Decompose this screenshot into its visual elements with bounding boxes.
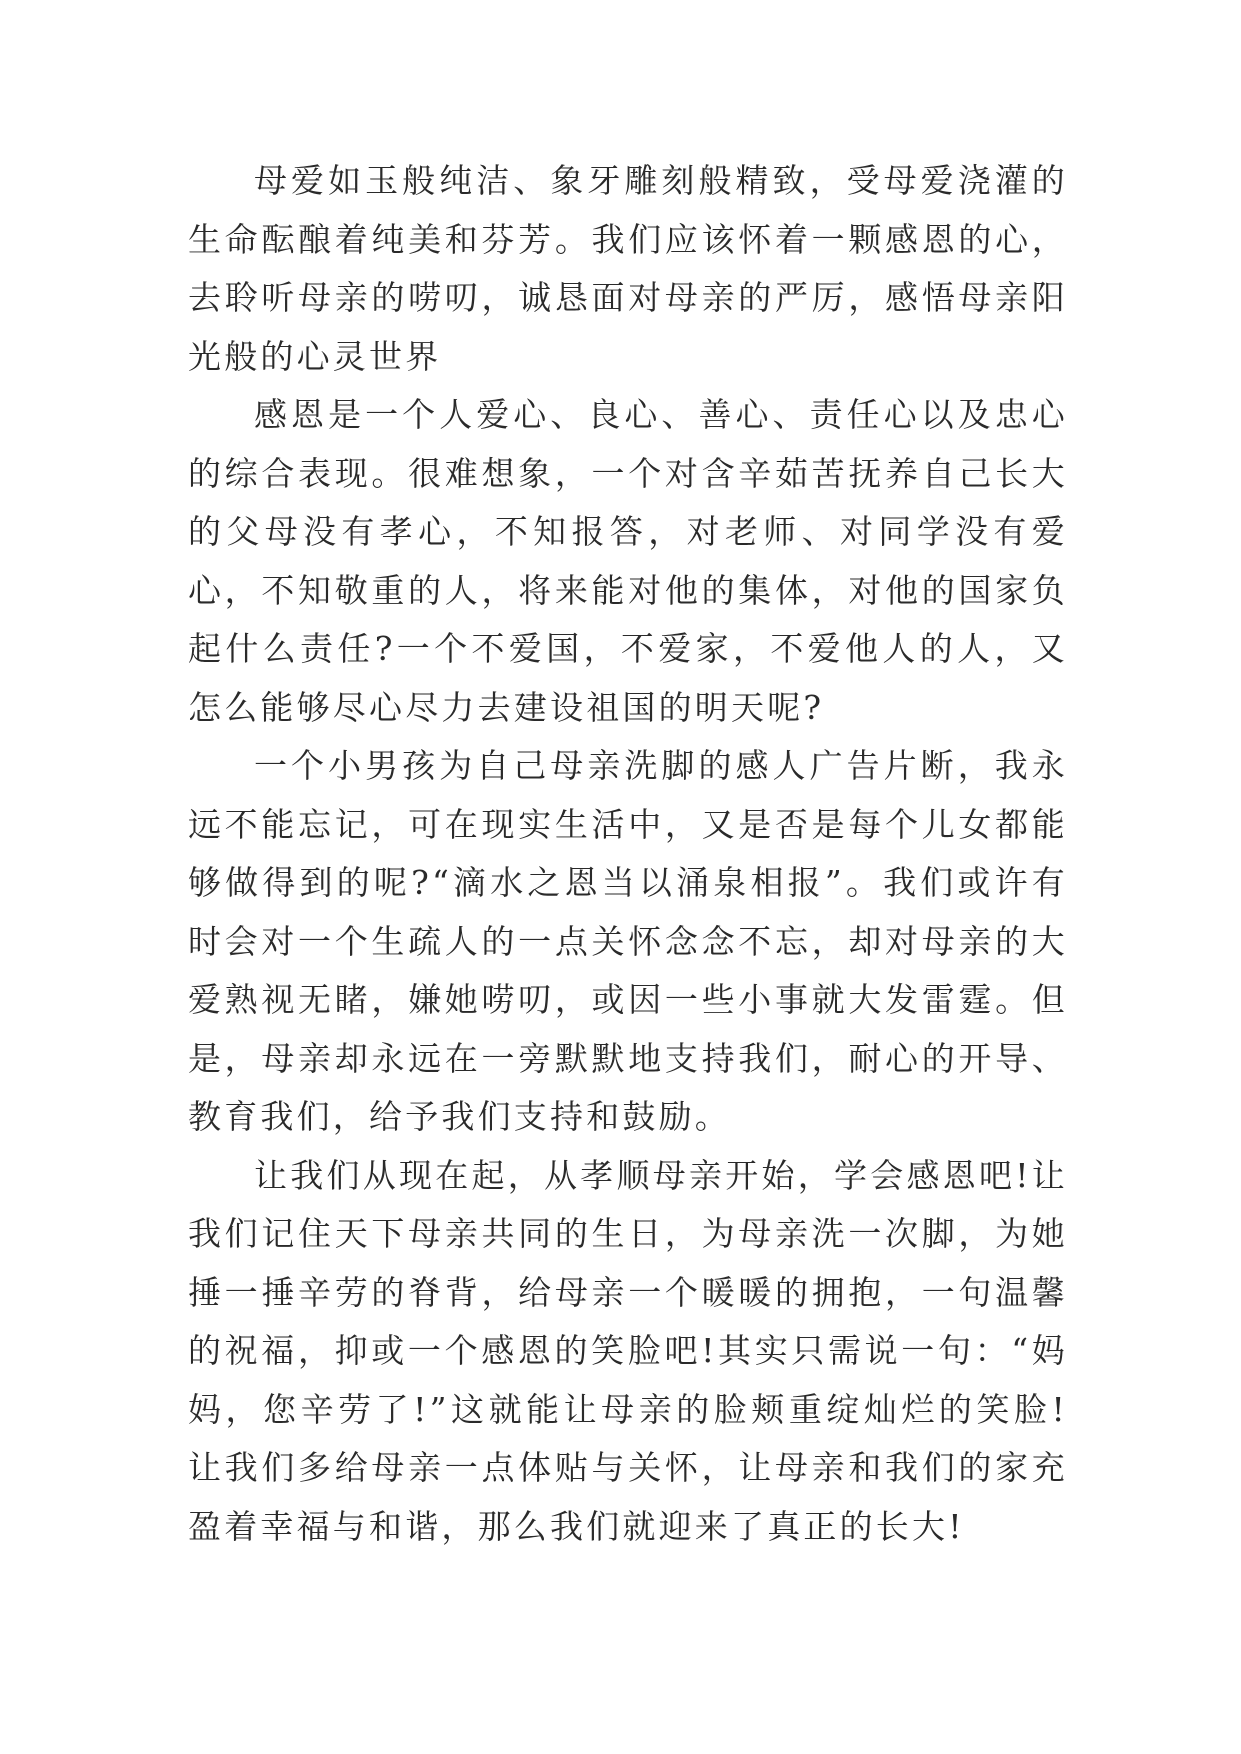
paragraph-1: 母爱如玉般纯洁、象牙雕刻般精致，受母爱浇灌的生命酝酿着纯美和芬芳。我们应该怀着一颗感恩的心，去聆听母亲的唠叨，诚恳面对母亲的严厉，感悟母亲阳光般的心灵世界 xyxy=(188,161,1068,376)
paragraph-3: 一个小男孩为自己母亲洗脚的感人广告片断，我永远不能忘记，可在现实生活中，又是否是每个儿女都能够做得到的呢?“滴水之恩当以涌泉相报”。我们或许有时会对一个生疏人的一点关怀念念不忘，却对母亲的大爱熟视无睹，嫌她唠叨，或因一些小事就大发雷霆。但是，母亲却永远在一旁默默地支持我们，耐心的开导、教育我们，给予我们支持和鼓励。 xyxy=(188,746,1068,1136)
essay-body xyxy=(188,152,1068,1556)
paragraph-4: 让我们从现在起，从孝顺母亲开始，学会感恩吧!让我们记住天下母亲共同的生日，为母亲洗一次脚，为她捶一捶辛劳的脊背，给母亲一个暖暖的拥抱，一句温馨的祝福，抑或一个感恩的笑脸吧!其实只需说一句：“妈妈，您辛劳了!”这就能让母亲的脸颊重绽灿烂的笑脸!让我们多给母亲一点体贴与关怀，让母亲和我们的家充盈着幸福与和谐，那么我们就迎来了真正的长大! xyxy=(188,1155,1068,1546)
paragraph-2: 感恩是一个人爱心、良心、善心、责任心以及忠心的综合表现。很难想象，一个对含辛茹苦抚养自己长大的父母没有孝心，不知报答，对老师、对同学没有爱心，不知敬重的人，将来能对他的集体，对他的国家负起什么责任?一个不爱国，不爱家，不爱他人的人，又怎么能够尽心尽力去建设祖国的明天呢? xyxy=(188,395,1068,727)
